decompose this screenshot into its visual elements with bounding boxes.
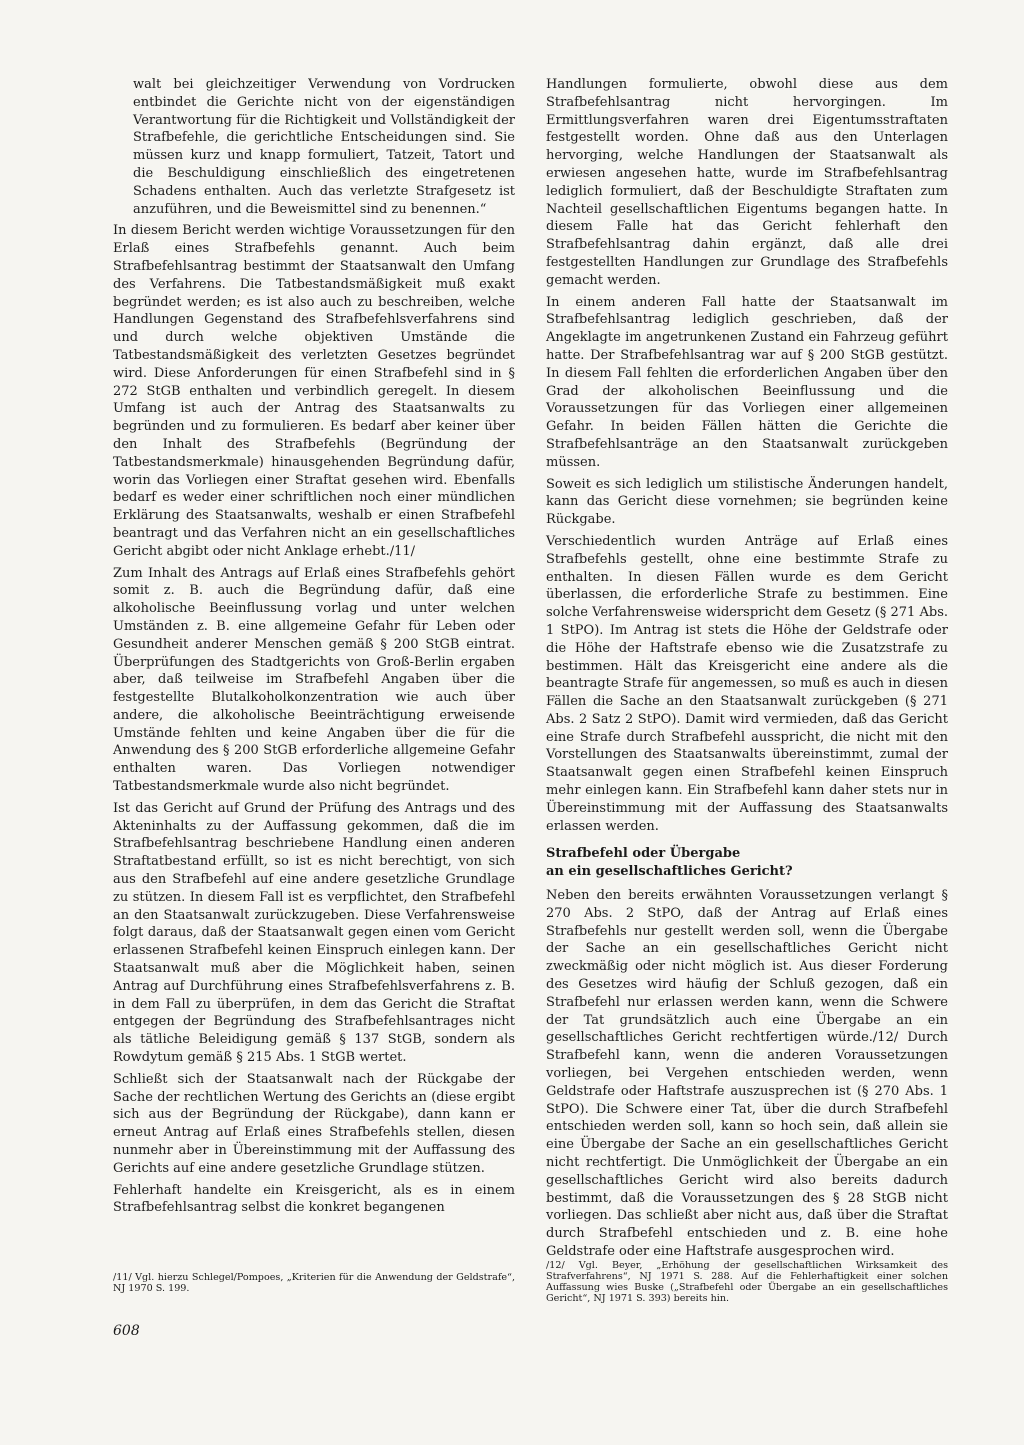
body-paragraph: Schließt sich der Staatsanwalt nach der Rückgabe der Sache der rechtlichen Wertung des Gerichts an (diese ergibt sich aus der Begründung der Rückgabe), dann kann er erneut Antrag auf Erlaß eines Strafbefehls stellen, diesen nunmehr aber in Übereinstimmung mit der Auffassung des Gerichts auf eine andere gesetzliche Grundlage stützen. — [113, 1071, 515, 1176]
page-number: 608 — [113, 1323, 140, 1339]
body-paragraph: Handlungen formulierte, obwohl diese aus dem Strafbefehlsantrag nicht hervorgingen. Im Ermittlungsverfahren waren drei Eigentumsstraftaten festgestellt worden. Ohne daß aus den Unterlagen hervorging, welche Handlungen der Staatsanwalt als erwiesen angesehen hatte, wurde im Strafbefehlsantrag lediglich formuliert, daß der Beschuldigte Straftaten zum Nachteil gesellschaftlichen Eigentums begangen hatte. In diesem Falle hat das Gericht fehlerhaft den Strafbefehlsantrag dahin ergänzt, daß alle drei festgestellten Handlungen zur Grundlage des Strafbefehls gemacht werden. — [546, 77, 948, 288]
quote-paragraph: walt bei gleichzeitiger Verwendung von Vordrucken entbindet die Gerichte nicht von der eigenständigen Verantwortung für die Richtigkeit und Vollständigkeit der Strafbefehle, die gerichtliche Entscheidungen sind. Sie müssen kurz und knapp formuliert, Tatzeit, Tatort und die Beschuldigung einschließlich des eingetretenen Schadens enthalten. Auch das verletzte Strafgesetz ist anzuführen, und die Beweismittel sind zu benennen.“ — [133, 77, 515, 217]
body-paragraph: Ist das Gericht auf Grund der Prüfung des Antrags und des Akteninhalts zu der Auffassung gekommen, daß die im Strafbefehlsantrag beschriebene Handlung einen anderen Straftatbestand erfüllt, so ist es nicht berechtigt, von sich aus den Strafbefehl auf eine andere gesetzliche Grundlage zu stützen. In diesem Fall ist es verpflichtet, den Strafbefehl an den Staatsanwalt zurückzugeben. Diese Verfahrensweise folgt daraus, daß der Staatsanwalt gegen einen vom Gericht erlassenen Strafbefehl keinen Einspruch einlegen kann. Der Staatsanwalt muß aber die Möglichkeit haben, seinen Antrag auf Durchführung eines Strafbefehlsverfahrens z. B. in dem Fall zu überprüfen, in dem das Gericht die Straftat entgegen der Begründung des Strafbefehlsantrages nicht als tätliche Beleidigung gemäß § 137 StGB, sondern als Rowdytum gemäß § 215 Abs. 1 StGB wertet. — [113, 800, 515, 1066]
body-paragraph: Verschiedentlich wurden Anträge auf Erlaß eines Strafbefehls gestellt, ohne eine bestimmte Strafe zu enthalten. In diesen Fällen wurde es dem Gericht überlassen, die erforderliche Strafe zu bestimmen. Eine solche Verfahrensweise widerspricht dem Gesetz (§ 271 Abs. 1 StPO). Im Antrag ist stets die Höhe der Geldstrafe oder die Höhe der Haftstrafe ebenso wie die Zusatzstrafe zu bestimmen. Hält das Kreisgericht eine andere als die beantragte Strafe für angemessen, so muß es auch in diesen Fällen die Sache an den Staatsanwalt zurückgeben (§ 271 Abs. 2 Satz 2 StPO). Damit wird vermieden, daß das Gericht eine Strafe durch Strafbefehl ausspricht, die nicht mit den Vorstellungen des Staatsanwalts übereinstimmt, zumal der Staatsanwalt gegen einen Strafbefehl keinen Einspruch mehr einlegen kann. Ein Strafbefehl kann daher stets nur in Übereinstimmung mit der Auffassung des Staatsanwalts erlassen werden. — [546, 533, 948, 834]
body-paragraph: In diesem Bericht werden wichtige Voraussetzungen für den Erlaß eines Strafbefehls genannt. Auch beim Strafbefehlsantrag bestimmt der Staatsanwalt den Umfang des Verfahrens. Die Tatbestandsmäßigkeit muß exakt begründet werden; es ist also auch zu beschreiben, welche Handlungen Gegenstand des Strafbefehlsverfahrens sind und durch welche objektiven Umstände die Tatbestandsmäßigkeit des verletzten Gesetzes begründet wird. Diese Anforderungen für einen Strafbefehl sind in § 272 StGB enthalten und verbindlich geregelt. In diesem Umfang ist auch der Antrag des Staatsanwalts zu begründen und zu formulieren. Es bedarf aber keiner über den Inhalt des Strafbefehls (Begründung der Tatbestandsmerkmale) hinausgehenden Begründung dafür, worin das Vorliegen einer Straftat gesehen wird. Ebenfalls bedarf es weder einer schriftlichen noch einer mündlichen Erklärung des Staatsanwalts, weshalb er einen Strafbefehl beantragt und das Verfahren nicht an ein gesellschaftliches Gericht abgibt oder nicht Anklage erhebt./11/ — [113, 223, 515, 559]
section-heading-line: an ein gesellschaftliches Gericht? — [546, 864, 793, 880]
section-heading-line: Strafbefehl oder Übergabe — [546, 846, 741, 862]
body-paragraph: Neben den bereits erwähnten Voraussetzungen verlangt § 270 Abs. 2 StPO, daß der Antrag auf Erlaß eines Strafbefehls nur gestellt werden soll, wenn die Übergabe der Sache an ein gesellschaftliches Gericht nicht zweckmäßig oder nicht möglich ist. Aus dieser Forderung des Gesetzes wird häufig der Schluß gezogen, daß ein Strafbefehl nur erlassen werden kann, wenn die Schwere der Tat grundsätzlich auch eine Übergabe an ein gesellschaftliches Gericht rechtfertigen würde./12/ Durch Strafbefehl kann, wenn die anderen Voraussetzungen vorliegen, bei Vergehen entschieden werden, wenn Geldstrafe oder Haftstrafe auszusprechen ist (§ 270 Abs. 1 StPO). Die Schwere einer Tat, über die durch Strafbefehl entschieden werden soll, kann so hoch sein, daß allein sie eine Übergabe der Sache an ein gesellschaftliches Gericht nicht rechtfertigt. Die Unmöglichkeit der Übergabe an ein gesellschaftliches Gericht wird also bereits dadurch bestimmt, daß die Voraussetzungen des § 28 StGB nicht vorliegen. Das schließt aber nicht aus, daß über die Straftat durch Strafbefehl entschieden und z. B. eine hohe Geldstrafe oder eine Haftstrafe ausgesprochen wird. — [546, 888, 948, 1259]
section-heading — [546, 845, 948, 881]
body-paragraph: Soweit es sich lediglich um stilistische Änderungen handelt, kann das Gericht diese vornehmen; sie begründen keine Rückgabe. — [546, 476, 948, 528]
body-paragraph: In einem anderen Fall hatte der Staatsanwalt im Strafbefehlsantrag lediglich geschrieben, daß der Angeklagte im angetrunkenen Zustand ein Fahrzeug geführt hatte. Der Strafbefehlsantrag war auf § 200 StGB gestützt. In diesem Fall fehlten die erforderlichen Angaben über den Grad der alkoholischen Beeinflussung und die Voraussetzungen für das Vorliegen einer allgemeinen Gefahr. In beiden Fällen hätten die Gerichte die Strafbefehlsanträge an den Staatsanwalt zurückgeben müssen. — [546, 294, 948, 470]
left-column — [113, 76, 515, 1221]
footnote: /12/ Vgl. Beyer, „Erhöhung der gesellschaftlichen Wirksamkeit des Strafverfahrens“, NJ 1971 S. 288. Auf die Fehlerhaftigkeit einer solchen Auffassung wies Buske („Strafbefehl oder Übergabe an ein gesellschaftliches Gericht“, NJ 1971 S. 393) bereits hin. — [546, 1260, 948, 1304]
footnote: /11/ Vgl. hierzu Schlegel/Pompoes, „Kriterien für die Anwendung der Geldstrafe“, NJ 1970 S. 199. — [113, 1272, 515, 1294]
right-column — [546, 76, 948, 1265]
body-paragraph: Fehlerhaft handelte ein Kreisgericht, als es in einem Strafbefehlsantrag selbst die konkret begangenen — [113, 1182, 515, 1216]
body-paragraph: Zum Inhalt des Antrags auf Erlaß eines Strafbefehls gehört somit z. B. auch die Begründung dafür, daß eine alkoholische Beeinflussung vorlag und unter welchen Umständen z. B. eine allgemeine Gefahr für Leben oder Gesundheit anderer Menschen gemäß § 200 StGB eintrat. Überprüfungen des Stadtgerichts von Groß-Berlin ergaben aber, daß teilweise im Strafbefehl Angaben über die festgestellte Blutalkoholkonzentration wie auch über andere, die alkoholische Beeinträchtigung erweisende Umstände fehlten und keine Angaben über die für die Anwendung des § 200 StGB erforderliche allgemeine Gefahr enthalten waren. Das Vorliegen notwendiger Tatbestandsmerkmale wurde also nicht begründet. — [113, 565, 515, 795]
